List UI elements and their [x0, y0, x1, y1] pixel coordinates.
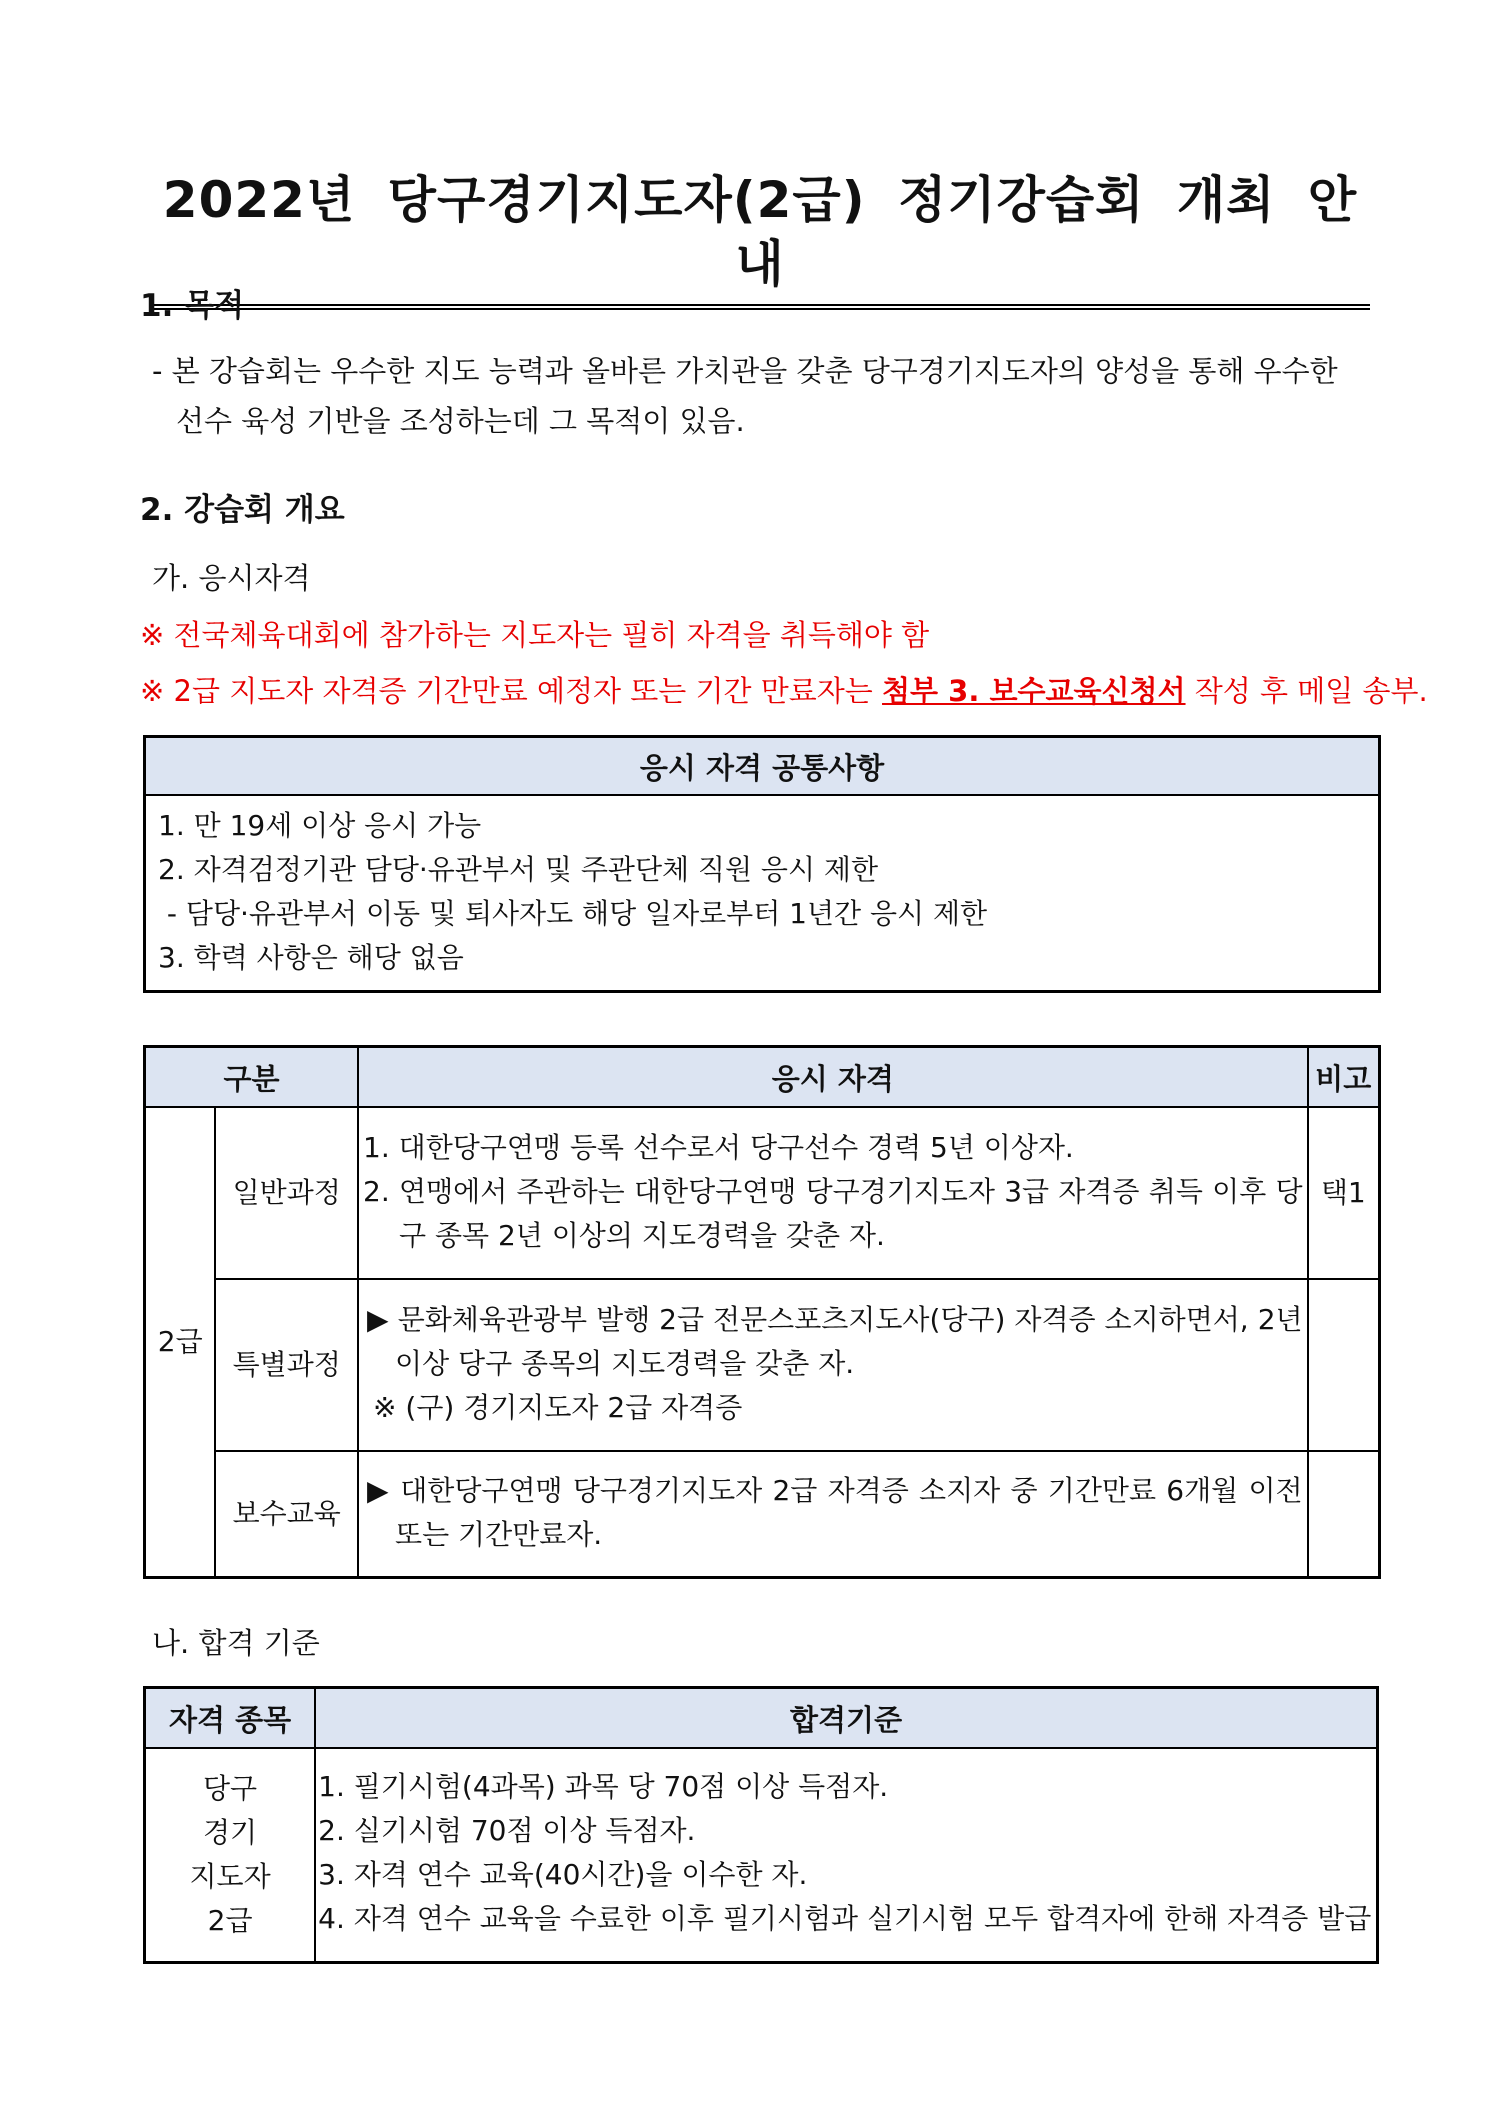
sub-heading-pass-criteria: 나. 합격 기준	[152, 1626, 320, 1660]
common-line: - 담당·유관부서 이동 및 퇴사자도 해당 일자로부터 1년간 응시 제한	[158, 897, 988, 930]
item-cell	[145, 1748, 316, 1962]
item-line: 지도자	[189, 1859, 271, 1893]
common-line: 1. 만 19세 이상 응시 가능	[158, 809, 482, 842]
criteria-item: ▶ 대한당구연맹 당구경기지도자 2급 자격증 소지자 중 기간만료 6개월 이전 또는 기간만료자.	[367, 1473, 1303, 1551]
header-category: 구분	[145, 1047, 359, 1108]
item-line: 당구	[203, 1771, 258, 1805]
pass-criterion: 1. 필기시험(4과목) 과목 당 70점 이상 득점자.	[318, 1769, 889, 1803]
attachment-reference: 첨부 3. 보수교육신청서	[882, 674, 1186, 708]
purpose-line2: 선수 육성 기반을 조성하는데 그 목적이 있음.	[176, 404, 745, 438]
item-line: 2급	[207, 1903, 253, 1937]
common-requirements-table	[143, 735, 1381, 993]
remark-empty	[1308, 1279, 1380, 1451]
sub-heading-eligibility: 가. 응시자격	[152, 561, 311, 595]
course-refresher: 보수교육	[215, 1451, 358, 1577]
special-criteria	[358, 1279, 1308, 1451]
item-line: 경기	[203, 1815, 258, 1849]
qualification-table	[143, 1045, 1381, 1579]
red-note-2	[140, 666, 1428, 716]
header-item: 자격 종목	[145, 1688, 316, 1749]
general-criteria	[358, 1107, 1308, 1279]
section1-heading: 1. 목적	[140, 288, 245, 324]
pass-criterion: 2. 실기시험 70점 이상 득점자.	[318, 1813, 696, 1847]
course-general: 일반과정	[215, 1107, 358, 1279]
criteria-item: 1. 대한당구연맹 등록 선수로서 당구선수 경력 5년 이상자.	[363, 1131, 1074, 1164]
section2-heading: 2. 강습회 개요	[140, 492, 345, 528]
common-line: 3. 학력 사항은 해당 없음	[158, 941, 464, 974]
criteria-item: ▶ 문화체육관광부 발행 2급 전문스포츠지도사(당구) 자격증 소지하면서, 2년 이상 당구 종목의 지도경력을 갖춘 자.	[367, 1303, 1303, 1380]
red-note-2-tail: 작성 후 메일 송부.	[1185, 674, 1428, 708]
grade-cell: 2급	[145, 1107, 216, 1577]
remark-empty	[1308, 1451, 1380, 1577]
common-table-body	[145, 795, 1380, 992]
page-title: 2022년 당구경기지도자(2급) 정기강습회 개최 안내	[150, 168, 1370, 310]
purpose-line1: - 본 강습회는 우수한 지도 능력과 올바른 가치관을 갖춘 당구경기지도자의 양성을 통해 우수한	[152, 354, 1338, 388]
remark-choose-one: 택1	[1308, 1107, 1380, 1279]
red-note-1: ※ 전국체육대회에 참가하는 지도자는 필히 자격을 취득해야 함	[140, 618, 930, 652]
header-remark: 비고	[1308, 1047, 1380, 1108]
common-line: 2. 자격검정기관 담당·유관부서 및 주관단체 직원 응시 제한	[158, 853, 879, 886]
header-qualification: 응시 자격	[358, 1047, 1308, 1108]
pass-criterion: 4. 자격 연수 교육을 수료한 이후 필기시험과 실기시험 모두 합격자에 한해 자격증 발급	[318, 1901, 1372, 1935]
criteria-note: ※ (구) 경기지도자 2급 자격증	[373, 1391, 743, 1424]
refresher-criteria	[358, 1451, 1308, 1577]
course-special: 특별과정	[215, 1279, 358, 1451]
criteria-item: 2. 연맹에서 주관하는 대한당구연맹 당구경기지도자 3급 자격증 취득 이후 당구 종목 2년 이상의 지도경력을 갖춘 자.	[363, 1175, 1303, 1252]
common-table-header: 응시 자격 공통사항	[145, 737, 1380, 796]
pass-criterion: 3. 자격 연수 교육(40시간)을 이수한 자.	[318, 1857, 808, 1891]
criteria-cell	[315, 1748, 1377, 1962]
header-criteria: 합격기준	[315, 1688, 1377, 1749]
red-note-2-text: ※ 2급 지도자 자격증 기간만료 예정자 또는 기간 만료자는	[140, 674, 883, 708]
pass-criteria-table	[143, 1686, 1379, 1964]
